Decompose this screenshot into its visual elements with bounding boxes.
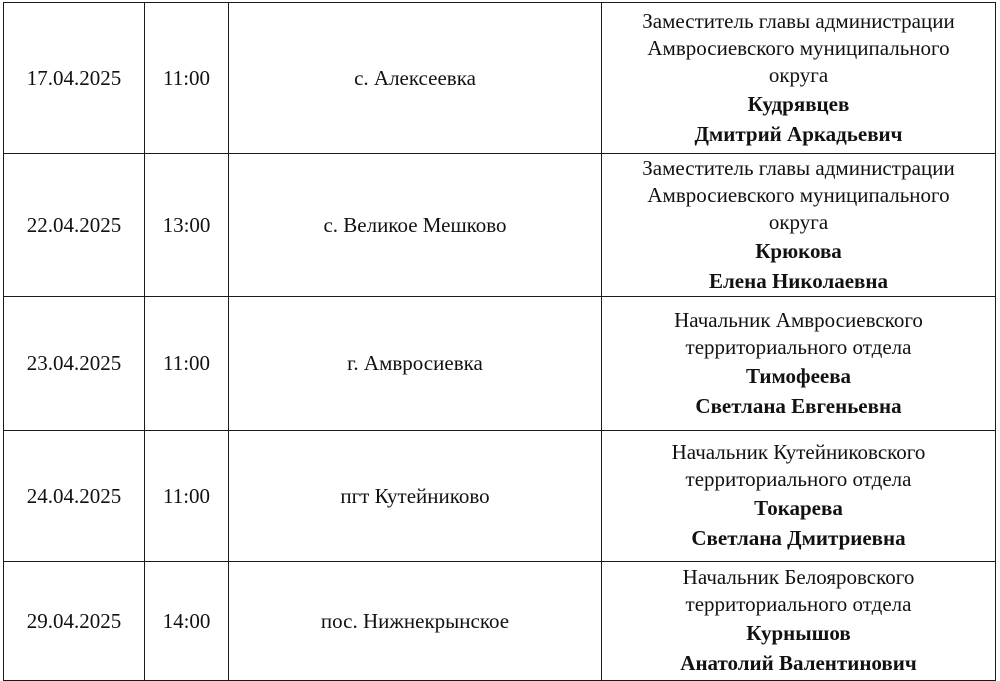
place-cell: г. Амвросиевка [229,297,602,431]
position-line: Начальник Кутейниковского [671,440,926,464]
responsible-cell [602,431,996,562]
given-names: Светлана Дмитриевна [691,526,906,550]
date-cell: 22.04.2025 [4,154,145,297]
surname: Крюкова [755,238,842,263]
table-row [4,297,996,431]
table-row [4,431,996,562]
date-cell: 24.04.2025 [4,431,145,562]
time-cell: 13:00 [145,154,229,297]
time-cell: 11:00 [145,3,229,154]
table-row [4,3,996,154]
surname: Кудрявцев [747,91,850,116]
place-cell: с. Великое Мешково [229,154,602,297]
table-row [4,562,996,681]
position-line: Начальник Амвросиевского [674,307,923,332]
date-cell: 29.04.2025 [4,562,145,681]
position-line: Амвросиевского муниципального [647,35,950,60]
surname: Курнышов [746,621,851,645]
position-line: территориального отдела [685,467,912,491]
table-row [4,154,996,297]
surname: Тимофеева [745,363,852,388]
given-names: Светлана Евгеньевна [695,393,902,418]
place-cell: с. Алексеевка [229,3,602,154]
surname: Токарева [754,496,843,520]
given-names: Елена Николаевна [709,268,888,293]
responsible-cell [602,3,996,154]
place-cell: пос. Нижнекрынское [229,562,602,681]
position-line: Заместитель главы администрации [642,155,955,180]
responsible-cell [602,297,996,431]
position-line: округа [768,62,829,87]
position-line: округа [768,209,829,234]
position-line: территориального отдела [685,592,912,616]
position-line: Амвросиевского муниципального [647,182,950,207]
time-cell: 11:00 [145,297,229,431]
date-cell: 23.04.2025 [4,297,145,431]
time-cell: 14:00 [145,562,229,681]
responsible-cell [602,562,996,681]
reception-schedule-table [3,2,996,681]
given-names: Анатолий Валентинович [680,651,917,675]
position-line: Начальник Белояровского [682,565,915,589]
position-line: территориального отдела [685,334,912,359]
given-names: Дмитрий Аркадьевич [694,121,903,146]
time-cell: 11:00 [145,431,229,562]
responsible-cell [602,154,996,297]
place-cell: пгт Кутейниково [229,431,602,562]
date-cell: 17.04.2025 [4,3,145,154]
position-line: Заместитель главы администрации [642,8,955,33]
